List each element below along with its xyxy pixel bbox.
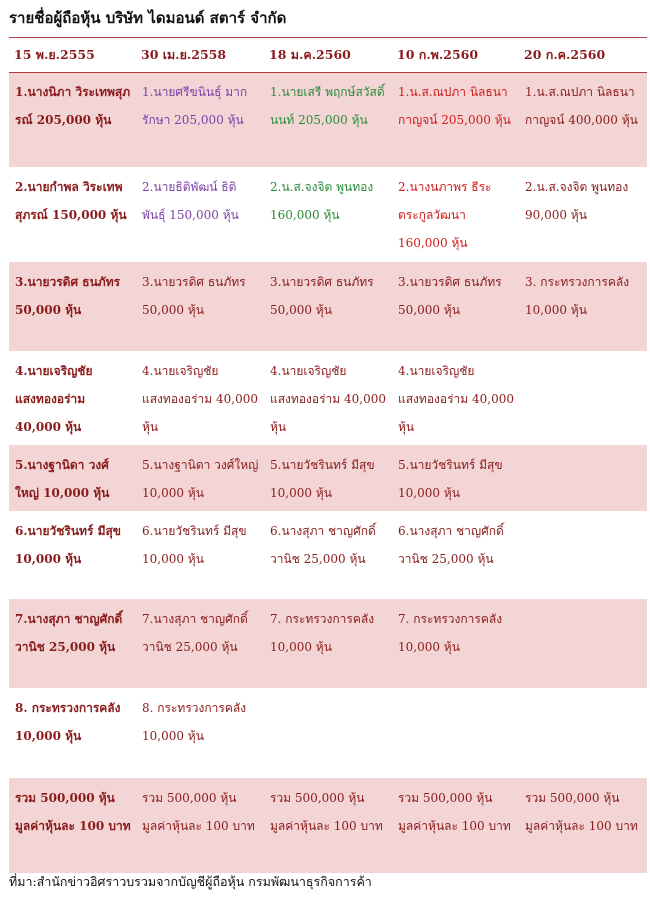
table-cell: 1.นายเสรี พฤกษ์สวัสดิ์นนท์ 205,000 หุ้น xyxy=(264,73,392,168)
table-cell: 8. กระทรวงการคลัง 10,000 หุ้น xyxy=(136,689,264,779)
table-cell xyxy=(519,689,647,779)
table-cell: 7.นางสุภา ชาญศักดิ์วานิช 25,000 หุ้น xyxy=(136,600,264,689)
table-cell: รวม 500,000 หุ้น มูลค่าหุ้นละ 100 บาท xyxy=(392,779,519,874)
table-cell: 7.นางสุภา ชาญศักดิ์วานิช 25,000 หุ้น xyxy=(9,600,136,689)
table-row xyxy=(9,168,647,263)
table-cell: 4.นายเจริญชัย แสงทองอร่าม 40,000 หุ้น xyxy=(392,352,519,446)
column-header: 20 ก.ค.2560 xyxy=(519,38,647,73)
table-cell: รวม 500,000 หุ้น มูลค่าหุ้นละ 100 บาท xyxy=(519,779,647,874)
table-cell: 5.นางฐานิดา วงศ์ใหญ่ 10,000 หุ้น xyxy=(136,446,264,512)
shareholder-table xyxy=(9,37,647,874)
table-cell: 1.น.ส.ณปภา นิลธนากาญจน์ 205,000 หุ้น xyxy=(392,73,519,168)
table-cell: 2.นายกำพล วิระเทพสุภรณ์ 150,000 หุ้น xyxy=(9,168,136,263)
table-cell xyxy=(392,689,519,779)
table-cell: 2.น.ส.จงจิต พูนทอง 160,000 หุ้น xyxy=(264,168,392,263)
table-cell: รวม 500,000 หุ้น มูลค่าหุ้นละ 100 บาท xyxy=(264,779,392,874)
table-row xyxy=(9,512,647,600)
table-cell: 1.นายศรีขนินธุ์ มากรักษา 205,000 หุ้น xyxy=(136,73,264,168)
table-cell: รวม 500,000 หุ้น มูลค่าหุ้นละ 100 บาท xyxy=(136,779,264,874)
table-cell xyxy=(519,512,647,600)
table-row xyxy=(9,446,647,512)
table-cell: 2.นายธิติพัฒน์ ธิติพันธุ์ 150,000 หุ้น xyxy=(136,168,264,263)
page-title: รายชื่อผู้ถือหุ้น บริษัท ไดมอนด์ สตาร์ จำกัด xyxy=(9,9,287,27)
table-cell: 2.นางนภาพร ธีระตระกูลวัฒนา 160,000 หุ้น xyxy=(392,168,519,263)
table-row xyxy=(9,779,647,874)
column-header: 30 เม.ย.2558 xyxy=(136,38,264,73)
table-cell: 3.นายวรดิศ ธนภัทร 50,000 หุ้น xyxy=(136,263,264,352)
column-header: 10 ก.พ.2560 xyxy=(392,38,519,73)
table-cell: 4.นายเจริญชัย แสงทองอร่าม 40,000 หุ้น xyxy=(9,352,136,446)
source-note: ที่มา:สำนักข่าวอิศราวบรวมจากบัญชีผู้ถือหุ้น กรมพัฒนาธุรกิจการค้า xyxy=(9,874,372,889)
table-cell: 2.น.ส.จงจิต พูนทอง 90,000 หุ้น xyxy=(519,168,647,263)
table-cell: รวม 500,000 หุ้น มูลค่าหุ้นละ 100 บาท xyxy=(9,779,136,874)
table-cell xyxy=(519,352,647,446)
table-cell: 3.นายวรดิศ ธนภัทร 50,000 หุ้น xyxy=(392,263,519,352)
table-cell: 6.นางสุภา ชาญศักดิ์วานิช 25,000 หุ้น xyxy=(392,512,519,600)
table-cell: 6.นายวัชรินทร์ มีสุข 10,000 หุ้น xyxy=(9,512,136,600)
table-cell: 7. กระทรวงการคลัง 10,000 หุ้น xyxy=(264,600,392,689)
header-row xyxy=(9,38,647,73)
table-cell xyxy=(519,446,647,512)
column-header: 18 ม.ค.2560 xyxy=(264,38,392,73)
table-cell: 3. กระทรวงการคลัง 10,000 หุ้น xyxy=(519,263,647,352)
table-row xyxy=(9,263,647,352)
table-cell: 4.นายเจริญชัย แสงทองอร่าม 40,000 หุ้น xyxy=(264,352,392,446)
table-cell: 4.นายเจริญชัย แสงทองอร่าม 40,000 หุ้น xyxy=(136,352,264,446)
table-row xyxy=(9,73,647,168)
table-cell: 6.นางสุภา ชาญศักดิ์วานิช 25,000 หุ้น xyxy=(264,512,392,600)
table-row xyxy=(9,352,647,446)
table-cell: 1.น.ส.ณปภา นิลธนากาญจน์ 400,000 หุ้น xyxy=(519,73,647,168)
column-header: 15 พ.ย.2555 xyxy=(9,38,136,73)
table-cell: 5.นายวัชรินทร์ มีสุข 10,000 หุ้น xyxy=(264,446,392,512)
table-cell xyxy=(519,600,647,689)
table-cell: 3.นายวรดิศ ธนภัทร 50,000 หุ้น xyxy=(264,263,392,352)
table-cell: 5.นางฐานิดา วงศ์ใหญ่ 10,000 หุ้น xyxy=(9,446,136,512)
table-cell: 1.นางนิภา วิระเทพสุภรณ์ 205,000 หุ้น xyxy=(9,73,136,168)
table-row xyxy=(9,689,647,779)
table-cell: 8. กระทรวงการคลัง 10,000 หุ้น xyxy=(9,689,136,779)
table-cell: 7. กระทรวงการคลัง 10,000 หุ้น xyxy=(392,600,519,689)
table-cell: 6.นายวัชรินทร์ มีสุข 10,000 หุ้น xyxy=(136,512,264,600)
table-row xyxy=(9,600,647,689)
table-cell xyxy=(264,689,392,779)
table-cell: 5.นายวัชรินทร์ มีสุข 10,000 หุ้น xyxy=(392,446,519,512)
table-cell: 3.นายวรดิศ ธนภัทร 50,000 หุ้น xyxy=(9,263,136,352)
